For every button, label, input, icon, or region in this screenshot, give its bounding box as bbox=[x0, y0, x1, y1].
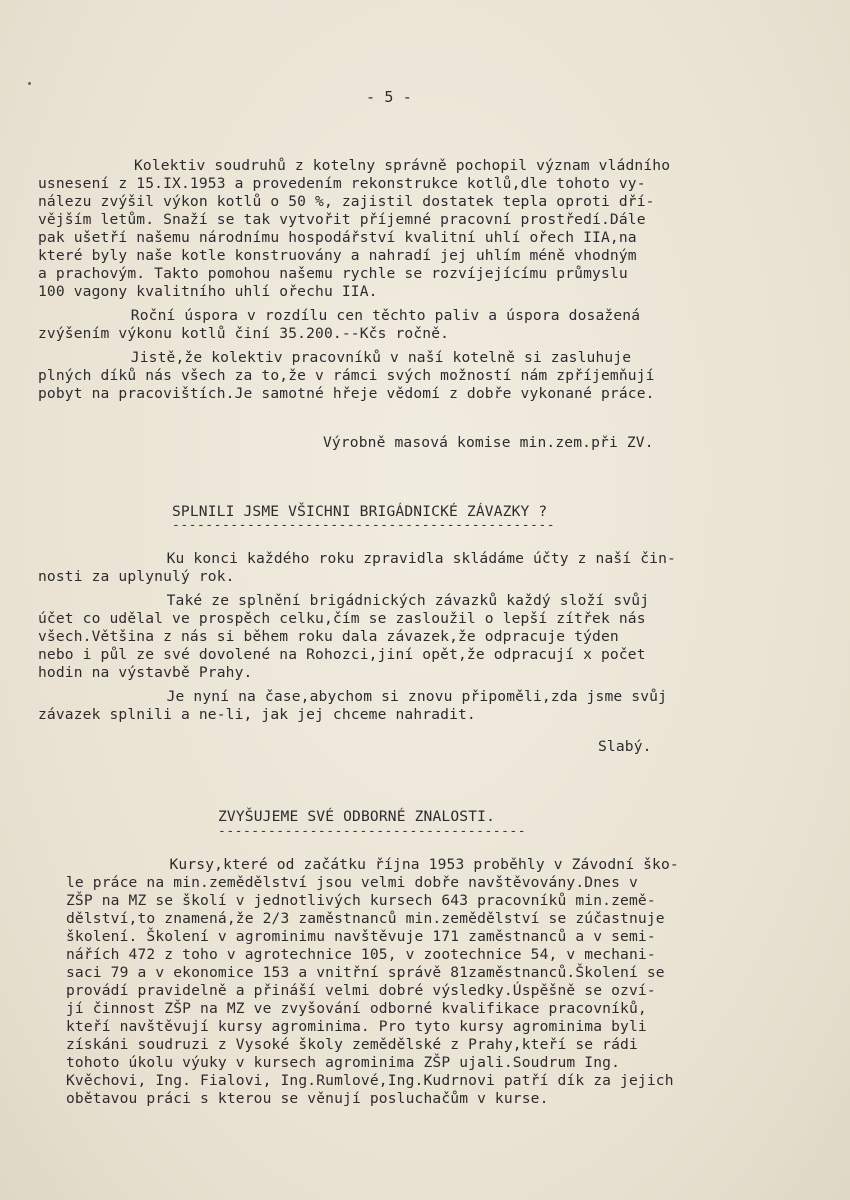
text-line: plných díků nás všech za to,že v rámci svých možností nám zpříjemňují bbox=[38, 367, 655, 384]
text-line: provádí pravidelně a přináší velmi dobré výsledky.Úspěšně se ozví- bbox=[66, 982, 656, 999]
article-heading: ZVYŠUJEME SVÉ ODBORNÉ ZNALOSTI. bbox=[218, 808, 496, 825]
text-line: 100 vagony kvalitního uhlí ořechu IIA. bbox=[38, 283, 378, 300]
text-line: kteří navštěvují kursy agrominima. Pro tyto kursy agrominima byli bbox=[66, 1018, 647, 1035]
text-line: Také ze splnění brigádnických závazků každý složí svůj bbox=[113, 592, 650, 609]
text-line: ZŠP na MZ se školí v jednotlivých kursech 643 pracovníků min.země- bbox=[66, 892, 656, 909]
text-line: Kursy,které od začátku října 1953 proběhly v Závodní ško- bbox=[98, 856, 679, 873]
text-line: le práce na min.zemědělství jsou velmi dobře navštěvovány.Dnes v bbox=[66, 874, 638, 891]
text-line: Ku konci každého roku zpravidla skládáme účty z naší čin- bbox=[113, 550, 676, 567]
text-line: dělství,to znamená,že 2/3 zaměstnanců min.zemědělství se zúčastnuje bbox=[66, 910, 665, 927]
text-line: které byly naše kotle konstruovány a nahradí jej uhlím méně vhodným bbox=[38, 247, 637, 264]
text-line: saci 79 a v ekonomice 153 a vnitřní správě 81zaměstnanců.Školení se bbox=[66, 964, 665, 981]
text-line: Roční úspora v rozdílu cen těchto paliv a úspora dosažená bbox=[104, 307, 641, 324]
text-line: nebo i půl ze své dovolené na Rohozci,jiní opět,že odpracují x počet bbox=[38, 646, 646, 663]
text-line: nosti za uplynulý rok. bbox=[38, 568, 235, 585]
heading-underline: ---------------------------------------------- bbox=[172, 518, 556, 533]
text-line: pobyt na pracovištích.Je samotné hřeje vědomí z dobře vykonané práce. bbox=[38, 385, 655, 402]
page-number: - 5 - bbox=[366, 88, 412, 106]
text-line: všech.Většina z nás si během roku dala závazek,že odpracuje týden bbox=[38, 628, 619, 645]
text-line: zvýšením výkonu kotlů činí 35.200.--Kčs ročně. bbox=[38, 325, 450, 342]
ink-speck bbox=[28, 82, 31, 85]
text-line: obětavou práci s kterou se věnují posluchačům v kurse. bbox=[66, 1090, 549, 1107]
text-line: tohoto úkolu výuky v kursech agrominima ZŠP ujali.Soudrum Ing. bbox=[66, 1054, 621, 1071]
text-line: hodin na výstavbě Prahy. bbox=[38, 664, 253, 681]
text-line: pak ušetří našemu národnímu hospodářství kvalitní uhlí ořech IIA,na bbox=[38, 229, 637, 246]
text-line: nálezu zvýšil výkon kotlů o 50 %, zajistil dostatek tepla oproti dří- bbox=[38, 193, 655, 210]
text-line: usnesení z 15.IX.1953 a provedením rekonstrukce kotlů,dle tohoto vy- bbox=[38, 175, 646, 192]
article-heading: SPLNILI JSME VŠICHNI BRIGÁDNICKÉ ZÁVAZKY ? bbox=[172, 503, 548, 520]
heading-underline: ------------------------------------- bbox=[218, 824, 527, 839]
text-line: Jistě,že kolektiv pracovníků v naší kotelně si zasluhuje bbox=[104, 349, 632, 366]
text-line: závazek splnili a ne-li, jak jej chceme nahradit. bbox=[38, 706, 476, 723]
text-line: vějším letům. Snaží se tak vytvořit příjemné pracovní prostředí.Dále bbox=[38, 211, 646, 228]
text-line: Je nyní na čase,abychom si znovu připoměli,zda jsme svůj bbox=[113, 688, 668, 705]
text-line: Kolektiv soudruhů z kotelny správně pochopil význam vládního bbox=[134, 157, 671, 174]
text-line: školení. Školení v agrominimu navštěvuje 171 zaměstnanců a v semi- bbox=[66, 928, 656, 945]
text-line: nářích 472 z toho v agrotechnice 105, v zootechnice 54, v mechani- bbox=[66, 946, 656, 963]
signature: Výrobně masová komise min.zem.při ZV. bbox=[323, 434, 654, 451]
text-line: účet co udělal ve prospěch celku,čím se zasloužil o lepší zítřek nás bbox=[38, 610, 646, 627]
text-line: a prachovým. Takto pomohou našemu rychle se rozvíjejícímu průmyslu bbox=[38, 265, 628, 282]
signature: Slabý. bbox=[598, 738, 652, 755]
text-line: Kvěchovi, Ing. Fialovi, Ing.Rumlové,Ing.Kudrnovi patří dík za jejich bbox=[66, 1072, 674, 1089]
text-line: získáni soudruzi z Vysoké školy zemědělské z Prahy,kteří se rádi bbox=[66, 1036, 638, 1053]
text-line: jí činnost ZŠP na MZ ve zvyšování odborné kvalifikace pracovníků, bbox=[66, 1000, 647, 1017]
